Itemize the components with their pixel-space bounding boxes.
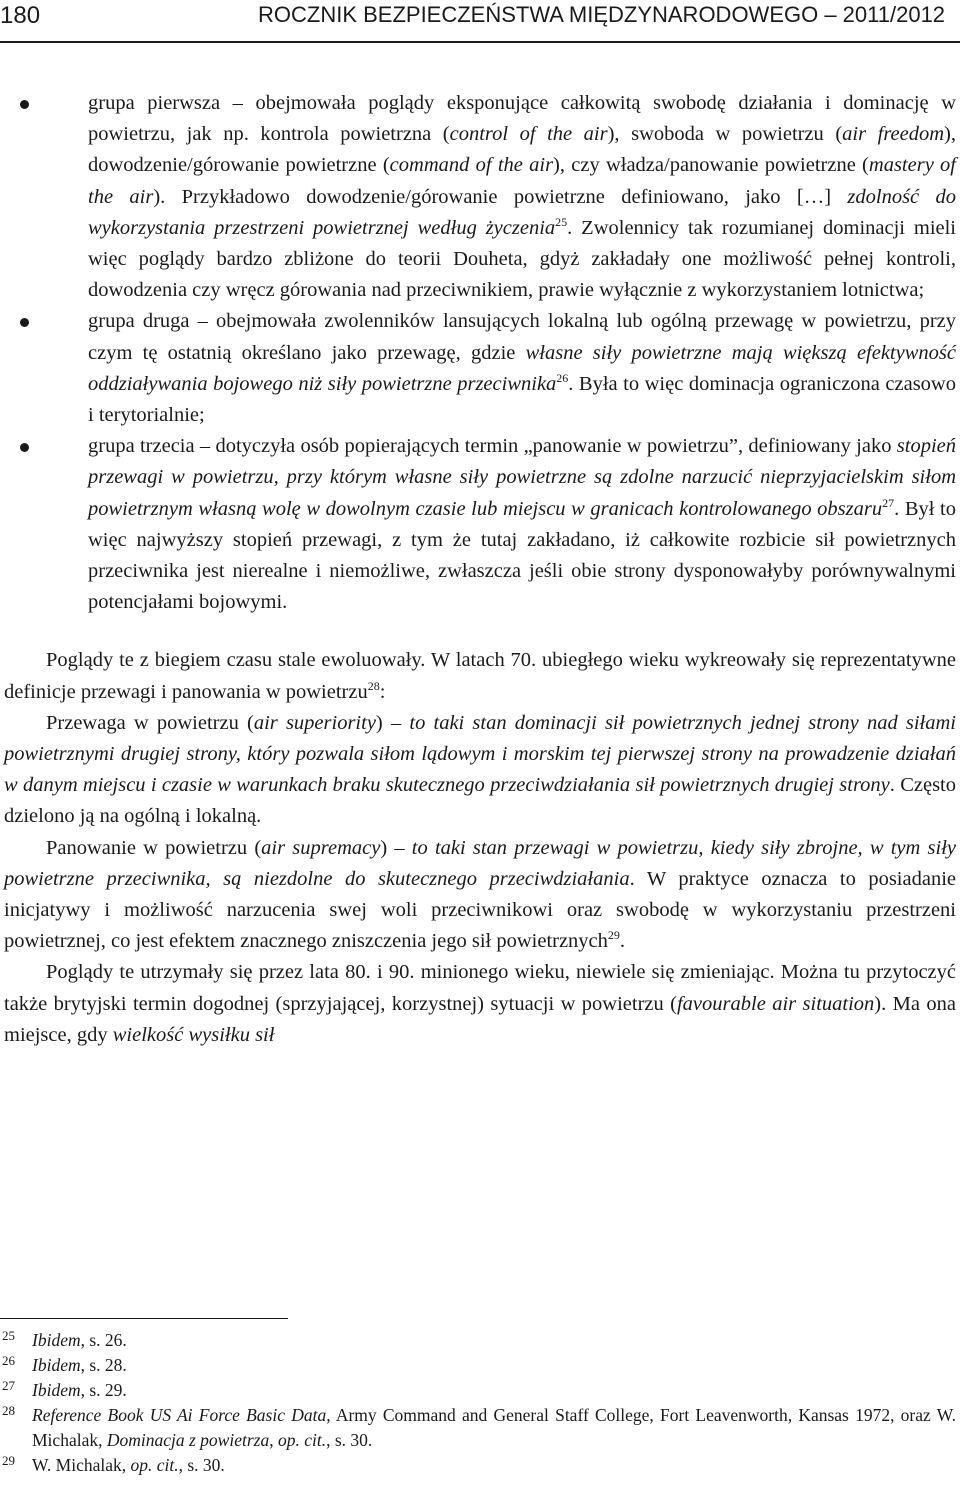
footnote-ref: 28: [367, 678, 380, 693]
bullet-icon: [20, 100, 29, 109]
bullet-icon: [20, 443, 29, 452]
list-item: grupa trzecia – dotyczyła osób popierających termin „panowanie w powietrzu”, definiowany jako stopień przewagi w powietrzu, przy którym własne siły powietrzne są zdolne narzucić nieprzyjacielskim siłom powietrznym własną wolę w dowolnym czasie lub miejscu w granicach kontrolowanego obszaru$^{27}$. Był to więc najwyższy stopień przewagi, z tym że tutaj zakładano, iż całkowite rozbicie sił powietrznych przeciwnika jest nierealne i niemożliwe, zwłaszcza jeśli obie strony dysponowałyby porównywalnymi potencjałami bojowymi.: [88, 431, 956, 618]
spacer: [4, 618, 956, 645]
page-header: [0, 0, 960, 46]
footnote-ref: 25: [555, 214, 568, 229]
bullet-icon: [20, 318, 29, 327]
list-item: grupa druga – obejmowała zwolenników lansujących lokalną lub ogólną przewagę w powietrzu, przy czym tę ostatnią określano jako przewagę, gdzie własne siły powietrzne mają większą efektywność oddziaływania bojowego niż siły powietrzne przeciwnika$^{26}$. Była to więc dominacja ograniczona czasowo i terytorialnie;: [88, 306, 956, 431]
paragraph: Panowanie w powietrzu (air supremacy) – to taki stan przewagi w powietrzu, kiedy siły zbrojne, w tym siły powietrzne przeciwnika, są niezdolne do skutecznego przeciwdziałania. W praktyce oznacza to posiadanie inicjatywy i możliwość narzucenia swej woli przeciwnikowi oraz swobodę w wykorzystaniu przestrzeni powietrznej, co jest efektem znacznego zniszczenia jego sił powietrznych$^{29}$.: [4, 836, 956, 953]
footnote-number: 27: [2, 1378, 15, 1393]
running-title: ROCZNIK BEZPIECZEŃSTWA MIĘDZYNARODOWEGO – 2011/2012: [258, 2, 946, 27]
footnote: 29 W. Michalak, op. cit., s. 30.: [0, 1453, 956, 1478]
paragraph: Poglądy te z biegiem czasu stale ewoluowały. W latach 70. ubiegłego wieku wykreowały się reprezentatywne definicje przewagi i panowania w powietrzu$^{28}$:: [4, 649, 956, 703]
paragraph: Poglądy te utrzymały się przez lata 80. i 90. minionego wieku, niewiele się zmieniając. Można tu przytoczyć także brytyjski termin dogodnej (sprzyjającej, korzystnej) sytuacji w powietrzu (favourable air situation). Ma ona miejsce, gdy wielkość wysiłku sił: [4, 961, 956, 1046]
bullet-list: [4, 88, 956, 618]
paragraph: Przewaga w powietrzu (air superiority) – to taki stan dominacji sił powietrznych jednej strony nad siłami powietrznymi drugiej strony, który pozwala siłom lądowym i morskim tej pierwszej strony na prowadzenie działań w danym miejscu i czasie w warunkach braku skutecznego przeciwdziałania sił powietrznych drugiej strony. Często dzielono ją na ogólną i lokalną.: [4, 711, 957, 828]
footnote-ref: 29: [607, 928, 620, 943]
body-text: [4, 88, 956, 1051]
footnote-number: 26: [2, 1353, 15, 1368]
footnote-ref: 27: [882, 495, 895, 510]
footnote: 28 Reference Book US Ai Force Basic Data, Army Command and General Staff College, Fort Leavenworth, Kansas 1972, oraz W. Michalak, Dominacja z powietrza, op. cit., s. 30.: [0, 1403, 956, 1453]
footnote-number: 28: [2, 1403, 15, 1418]
list-item: grupa pierwsza – obejmowała poglądy eksponujące całkowitą swobodę działania i dominację w powietrzu, jak np. kontrola powietrzna (control of the air), swoboda w powietrzu (air freedom), dowodzenie/górowanie powietrzne (command of the air), czy władza/panowanie powietrzne (mastery of the air). Przykładowo dowodzenie/górowanie powietrzne definiowano, jako […] zdolność do wykorzystania przestrzeni powietrznej według życzenia$^{25}$. Zwolennicy tak rozumianej dominacji mieli więc poglądy bardzo zbliżone do teorii Douheta, gdyż zakładały one możliwość pełnej kontroli, dowodzenia czy wręcz górowania nad przeciwnikiem, prawie wyłącznie z wykorzystaniem lotnictwa;: [88, 88, 956, 306]
footnote: 25 Ibidem, s. 26.: [0, 1328, 956, 1353]
footnote-rule: [0, 1318, 288, 1319]
footnote: 26 Ibidem, s. 28.: [0, 1353, 956, 1378]
footnote-number: 25: [2, 1328, 15, 1343]
footnotes: [0, 1328, 956, 1478]
footnote: 27 Ibidem, s. 29.: [0, 1378, 956, 1403]
footnote-number: 29: [2, 1453, 15, 1468]
page-number: 180: [0, 2, 41, 29]
footnote-ref: 26: [556, 370, 569, 385]
header-rule: [0, 41, 960, 43]
